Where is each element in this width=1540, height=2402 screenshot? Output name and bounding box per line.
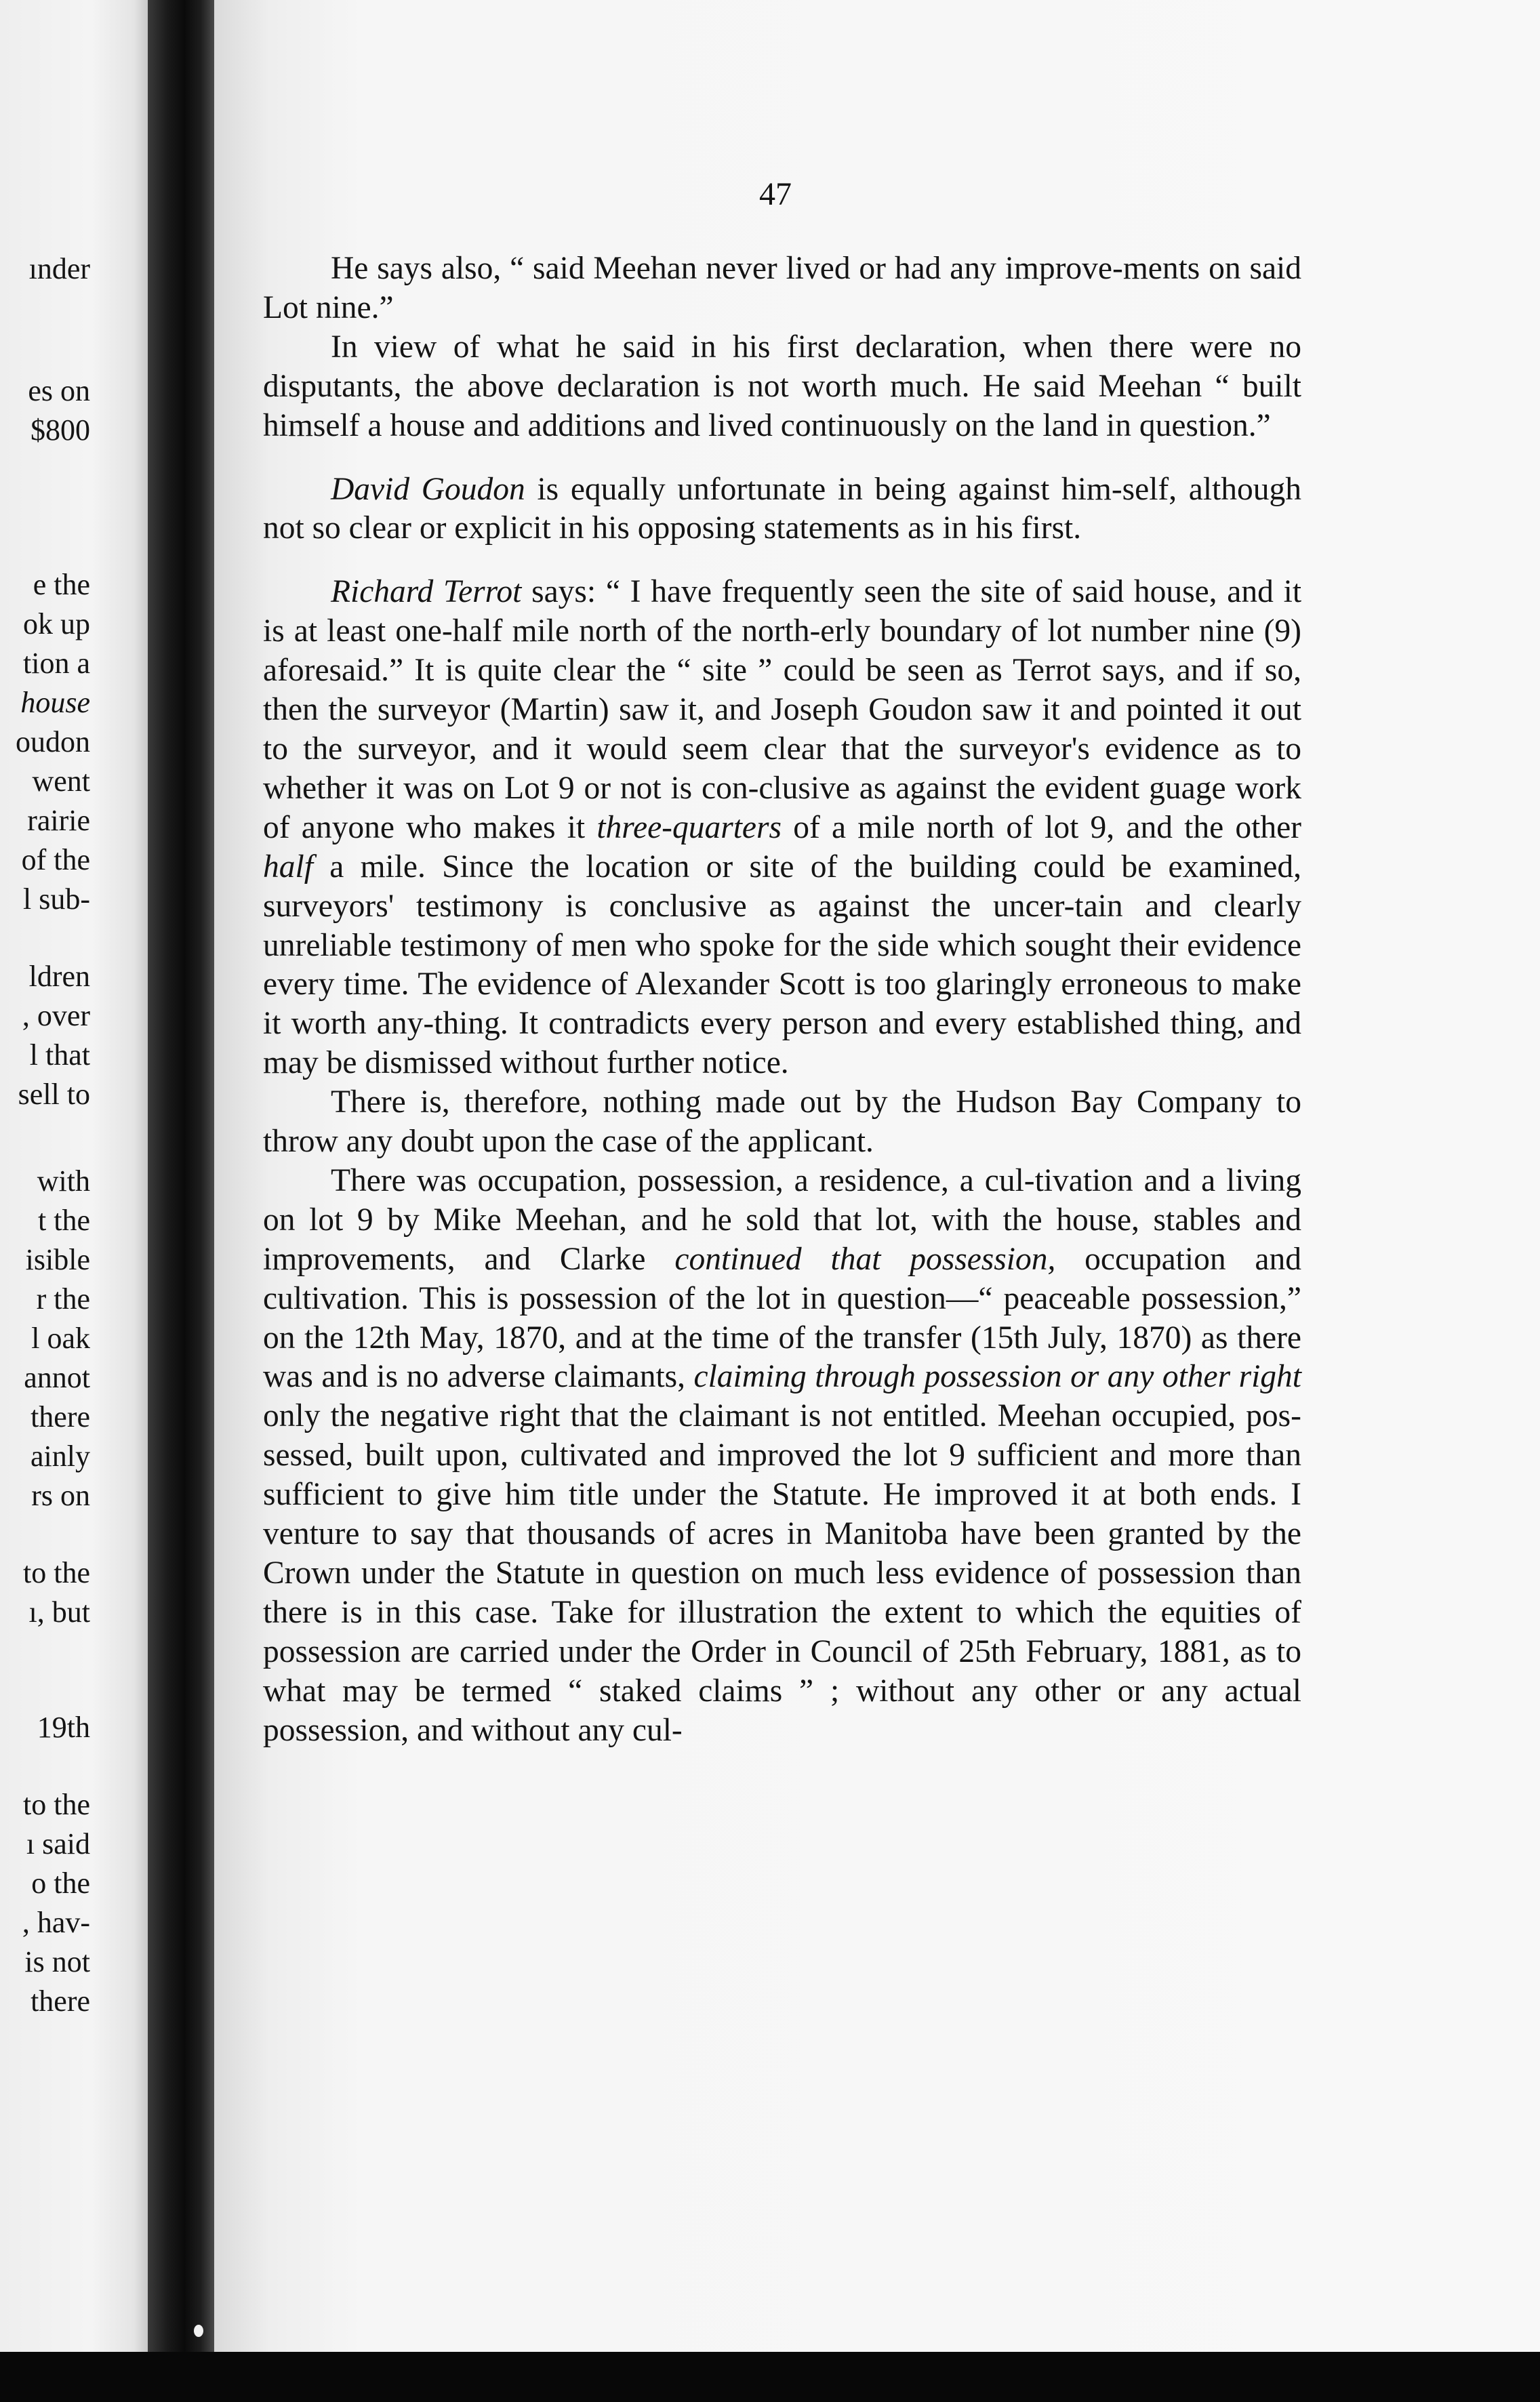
paragraph xyxy=(263,470,1301,549)
left-page-line: l that xyxy=(29,1038,90,1072)
paragraph-text: There is, therefore, nothing made out by the Hudson Bay Company to throw any doubt upon the case of the applicant. xyxy=(263,1084,1301,1160)
left-page-line: o the xyxy=(31,1867,90,1900)
left-page-line: with xyxy=(37,1164,90,1198)
left-page-line: ı said xyxy=(26,1827,90,1860)
left-page-line: oudon xyxy=(16,725,90,758)
left-page-line: to the xyxy=(23,1556,90,1589)
left-page-line: e the xyxy=(33,568,90,601)
left-facing-page xyxy=(0,0,153,2402)
paragraph-text: of a mile north of lot 9, and the other xyxy=(781,809,1301,845)
left-page-line: to the xyxy=(23,1788,90,1821)
emphasis: continued that possession, xyxy=(674,1241,1056,1277)
left-page-line: 19th xyxy=(37,1711,90,1744)
left-page-line: , over xyxy=(22,999,90,1032)
person-name: David Goudon xyxy=(331,471,525,507)
left-page-line: annot xyxy=(24,1361,90,1394)
left-page-line: es on xyxy=(28,374,90,407)
book-gutter xyxy=(148,0,214,2352)
left-page-line: t the xyxy=(38,1204,90,1237)
left-page-line: ldren xyxy=(28,960,90,993)
left-page-line: ok up xyxy=(23,607,90,640)
emphasis: half xyxy=(263,849,313,884)
paragraph-text: occupation and cultivation. This is possession of the lot in question—“ peaceable possession,” on the 12th May, 1870, and at the time of the transfer (15th July, 1870) as there was and is no adverse claimants, xyxy=(263,1241,1301,1395)
left-page-line: l sub- xyxy=(23,882,90,916)
left-page-line: ainly xyxy=(31,1440,90,1473)
left-page-line: is not xyxy=(24,1945,90,1978)
page-number: 47 xyxy=(759,176,792,212)
scan-bottom-edge xyxy=(0,2352,1540,2402)
left-page-line: there xyxy=(31,1400,90,1433)
left-page-line: went xyxy=(32,765,90,798)
paragraph xyxy=(263,573,1301,1083)
paragraph-text: In view of what he said in his first declaration, when there were no disputants, the above declaration is not worth much. He said Meehan “ built himself a house and additions and lived continuously on the land in question.” xyxy=(263,329,1301,443)
paragraph xyxy=(263,328,1301,446)
left-page-line: of the xyxy=(21,843,90,876)
left-page-line: house xyxy=(20,686,90,719)
left-page-line: ınder xyxy=(28,252,90,285)
paragraph xyxy=(263,249,1301,328)
paragraph-text: a mile. Since the location or site of the building could be examined, surveyors' testimony is conclusive as against the uncer-tain and clearly unreliable testimony of men who spoke for the side which sought their evidence every time. The evidence of Alexander Scott is too glaringly erroneous to make it worth any-thing. It contradicts every person and every established thing, and may be dismissed without further notice. xyxy=(263,849,1301,1081)
left-page-line: tion a xyxy=(23,647,90,680)
left-page-line: rairie xyxy=(27,804,90,837)
person-name: Richard Terrot xyxy=(331,574,522,610)
left-page-line: ı, but xyxy=(28,1595,90,1629)
paragraph xyxy=(263,1162,1301,1751)
paragraph-text: There was occupation, possession, a residence, a cul-tivation and a living on lot 9 by Mike Meehan, and he sold that lot, with the house, stables and improvements, and Clarke xyxy=(263,1162,1301,1277)
left-page-line: isible xyxy=(25,1243,90,1276)
left-page-line: sell to xyxy=(18,1078,90,1111)
paragraph-text: He says also, “ said Meehan never lived or had any improve-ments on said Lot nine.” xyxy=(263,251,1301,325)
left-page-line: , hav- xyxy=(22,1906,90,1939)
paragraph xyxy=(263,1083,1301,1162)
left-page-line: rs on xyxy=(31,1479,90,1512)
emphasis: three-quarters xyxy=(596,809,782,845)
emphasis: claiming through possession or any other right xyxy=(693,1359,1301,1395)
body-text xyxy=(263,249,1301,1751)
left-page-line: there xyxy=(31,1984,90,2018)
binding-mark xyxy=(194,2325,203,2337)
left-page-line: r the xyxy=(36,1282,90,1316)
paragraph-text: only the negative right that the claimant is not entitled. Meehan occupied, pos-sessed, built upon, cultivated and improved the lot 9 sufficient and more than sufficient to give him title under the Statute. He improved it at both ends. I venture to say that thousands of acres in Manitoba have been granted by the Crown under the Statute in question on much less evidence of possession than there is in this case. Take for illustration the extent to which the equities of possession are carried under the Order in Council of 25th February, 1881, as to what may be termed “ staked claims ” ; without any other or any actual possession, and without any cul- xyxy=(263,1398,1301,1748)
left-page-line: l oak xyxy=(31,1322,90,1355)
paragraph-text: is equally unfortunate in being against him-self, although not so clear or explicit in his opposing statements as in his first. xyxy=(263,471,1302,546)
paragraph-text: says: “ I have frequently seen the site of said house, and it is at least one-half mile north of the north-erly boundary of lot number nine (9) aforesaid.” It is quite clear the “ site ” could be seen as Terrot says, and if so, then the surveyor (Martin) saw it, and Joseph Goudon saw it and pointed it out to the surveyor, and it would seem clear that the surveyor's evidence as to whether it was on Lot 9 or not is con-clusive as against the evident guage work of anyone who makes it xyxy=(263,574,1302,845)
left-page-line: $800 xyxy=(31,413,90,447)
